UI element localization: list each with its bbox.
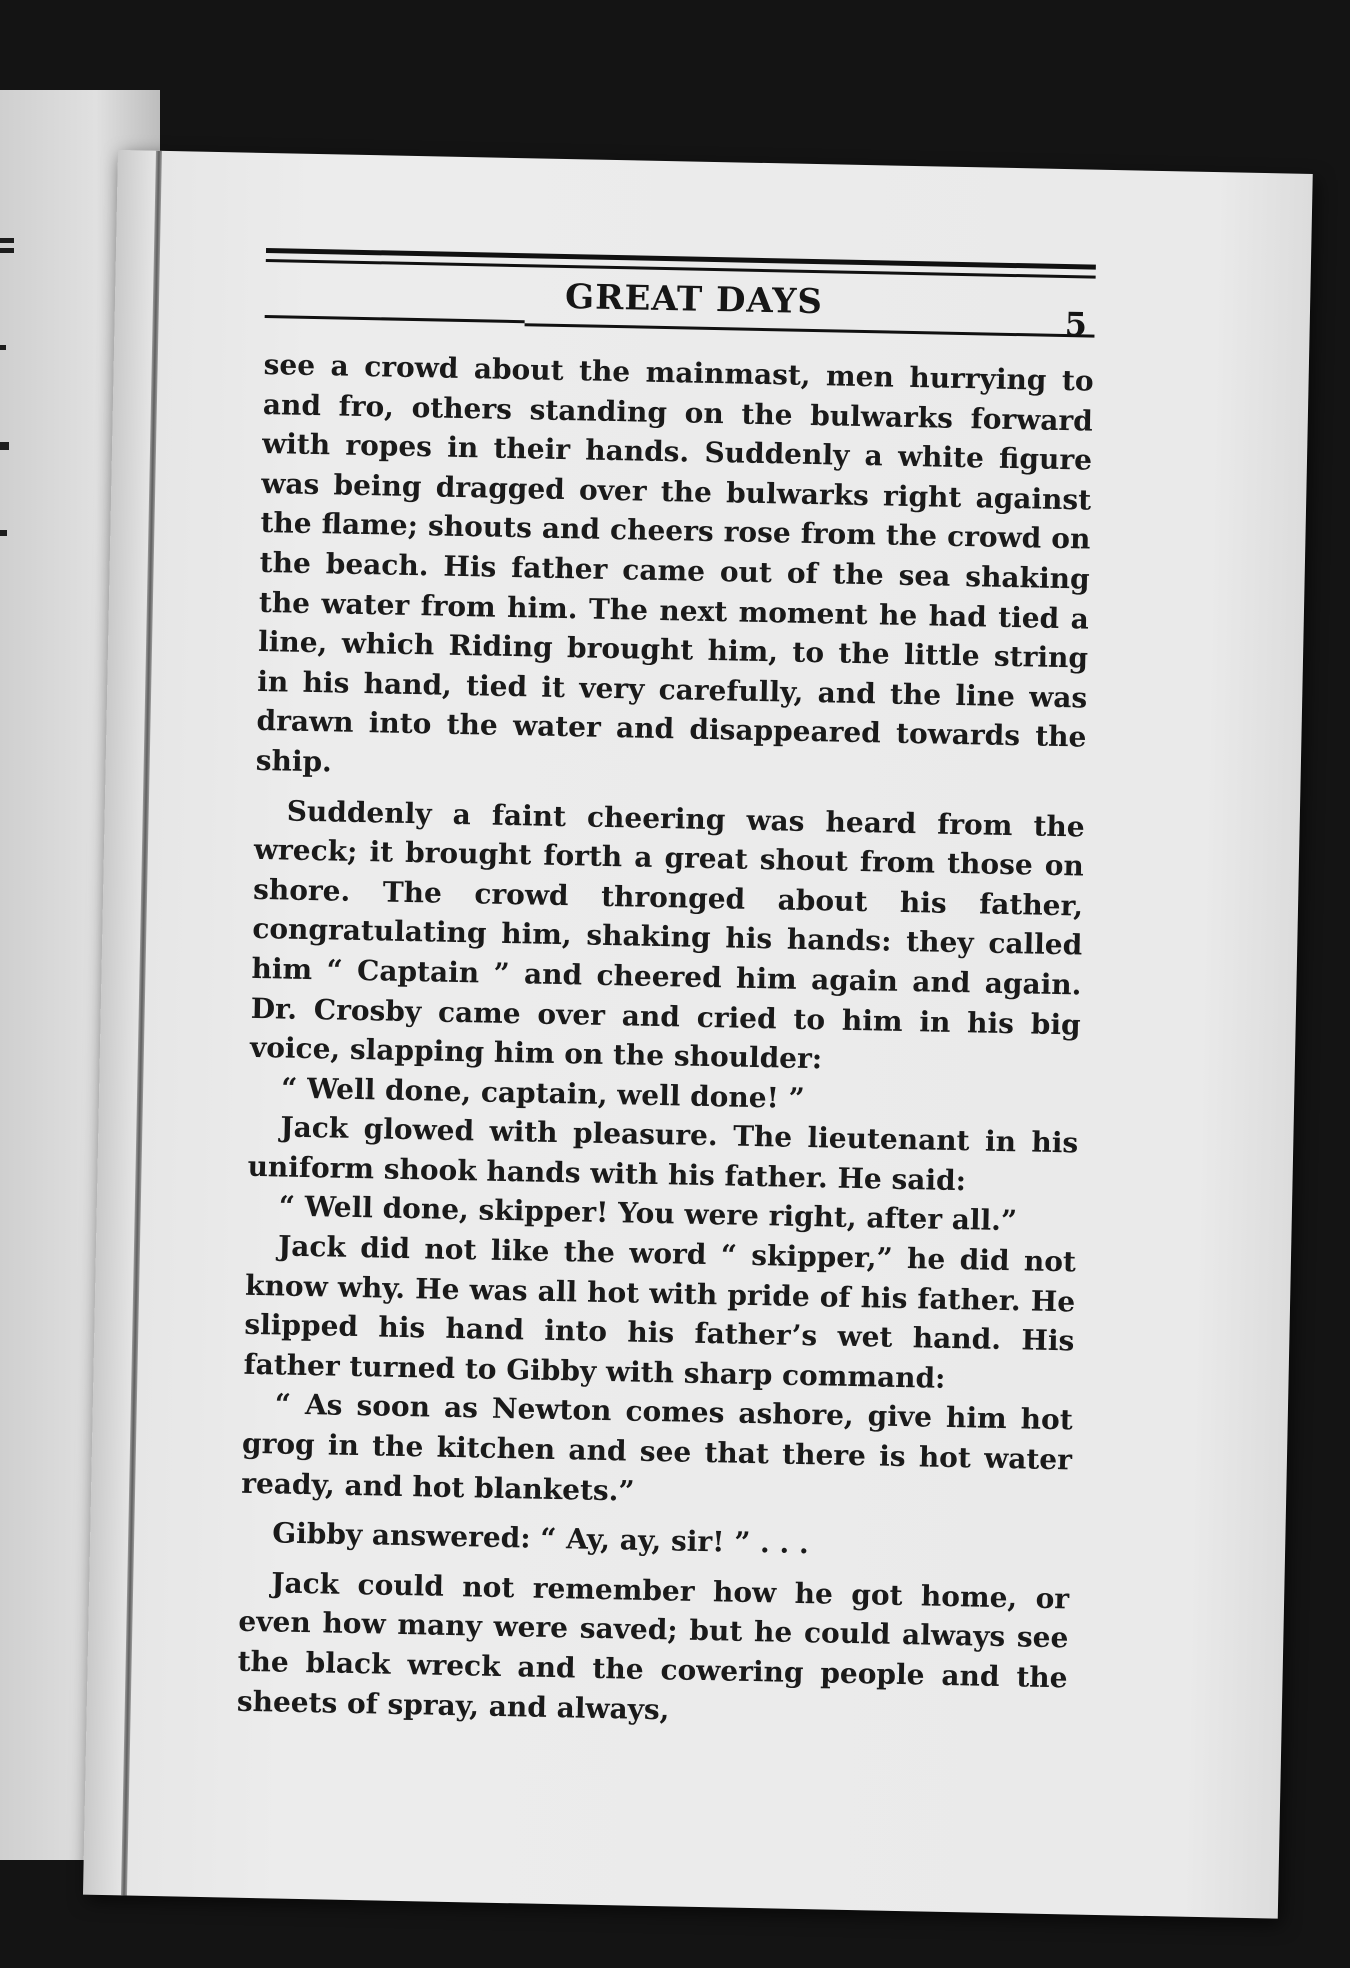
margin-mark	[0, 248, 14, 253]
running-title: GREAT DAYS	[564, 277, 824, 323]
paragraph: Jack did not like the word “ skipper,” he did not know why. He was all hot with pride of his father. He slipped his hand into his father’s wet hand. His father turned to Gibby with sharp command:	[243, 1229, 1077, 1395]
book-page	[83, 150, 1313, 1919]
paragraph: Jack glowed with pleasure. The lieutenant in his uniform shook hands with his father. He said:	[247, 1110, 1079, 1198]
margin-mark	[0, 345, 6, 350]
paragraph: see a crowd about the mainmast, men hurrying to and fro, others standing on the bulwarks forward with ropes in their hands. Suddenly a white figure was being dragged over the bulwarks right against the flame; shouts and cheers rose from the crowd on the beach. His father came out of the sea shaking the water from him. The next moment he had tied a line, which Riding brought him, to the little string in his hand, tied it very carefully, and the line was drawn into the water and disappeared towards the ship.	[255, 347, 1094, 779]
margin-mark	[0, 530, 7, 536]
paragraph: Gibby answered: “ Ay, ay, sir! ” . . .	[271, 1516, 810, 1561]
body-text	[236, 345, 1093, 1738]
margin-mark	[0, 238, 14, 243]
paragraph: Suddenly a faint cheering was heard from the wreck; it brought forth a great shout from those on shore. The crowd thronged about his father, congratulating him, shaking his hands: they called him “ Captain ” and cheered him again and again. Dr. Crosby came over and cried to him in his big voice, slapping him on the shoulder:	[249, 794, 1085, 1076]
head-underline	[525, 323, 1095, 337]
page-number: 5	[1064, 305, 1088, 344]
head-underline	[265, 315, 525, 323]
paragraph: Jack could not remember how he got home, or even how many were saved; but he could always see the black wreck and the cowering people and the sheets of spray, and always,	[236, 1566, 1070, 1726]
paragraph: “ Well done, skipper! You were right, after all.”	[278, 1189, 1018, 1238]
binding-shadow	[121, 151, 162, 1896]
paragraph: “ Well done, captain, well done! ”	[280, 1071, 806, 1115]
running-head	[264, 271, 1095, 348]
paragraph: “ As soon as Newton comes ashore, give him hot grog in the kitchen and see that there is hot water ready, and hot blankets.”	[240, 1387, 1074, 1508]
margin-mark	[0, 442, 9, 450]
